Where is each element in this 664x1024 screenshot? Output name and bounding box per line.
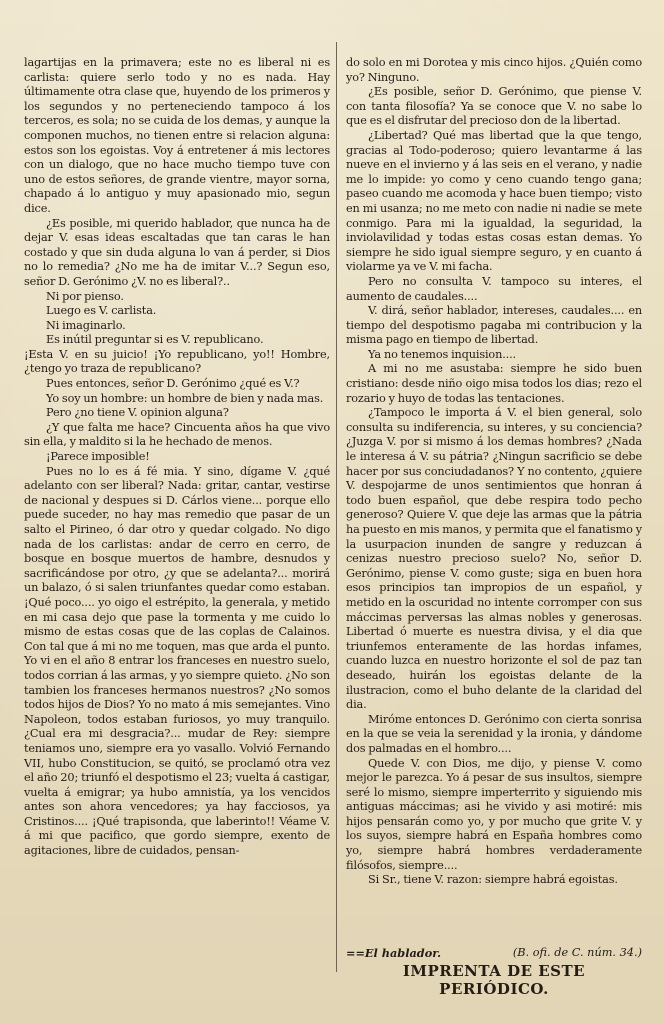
paragraph: ¿Tampoco le importa á V. el bien general, solo consulta su indiferencia, su interes, y su conciencia? ¿Juzga V. por si mismo á los demas hombres? ¿Nada le interesa á V. su pátria? ¿Ningun sacrificio se debe hacer por sus conciudadanos? Y no contento, ¿quiere V. despojarme de unos sentimientos que honran á todo buen español, que debe respira todo pecho generoso? Quiere V. que deje las armas que la pátria ha puesto en mis manos, y permita que el fanatismo y la usurpacion inunden de sangre y reduzcan á cenizas nuestro precioso suelo? No, señor D. Gerónimo, piense V. como guste; siga en buen hora esos principios tan impropios de un español, y metido en la oscuridad no intente corromper con sus máccimas perversas las almas nobles y generosas. Libertad ó muerte es nuestra divisa, y el dia que triunfemos enteramente de las hordas infames, cuando luzca en nuestro horizonte el sol de paz tan deseado, huirán los egoistas delante de la ilustracion, como el buho delante de la claridad del dia. [346,406,643,712]
paragraph: Yo soy un hombre: un hombre de bien y nada mas. [46,391,324,405]
paragraph: do solo en mi Dorotea y mis cinco hijos. ¿Quién como yo? Ninguno. [346,56,642,84]
paragraph: Si Sr., tiene V. razon: siempre habrá egoistas. [368,873,618,887]
column-divider [336,42,337,972]
paragraph: Es inútil preguntar si es V. republicano. [46,333,264,347]
paragraph: ¿Es posible, mi querido hablador, que nunca ha de dejar V. esas ideas escaltadas que tan caras le han costado y que sin duda alguna lo van á perder, si Dios no lo remedia? ¿No me ha de imitar V...? Segun eso, señor D. Gerónimo ¿V. no es liberal?.. [24,216,330,288]
right-column [346,56,642,888]
paragraph: Ni imaginarlo. [46,318,126,332]
author-signature: ==El hablador. [346,946,442,960]
paragraph: ¿Libertad? Qué mas libertad que la que tengo, gracias al Todo-poderoso; quiero levantarme á las nueve en el invierno y á las seis en el verano, y nadie me lo impide: yo como y ceno cuando tengo gana; paseo cuando me acomoda y hace buen tiempo; visto en mi usanza; no me meto con nadie ni nadie se mete conmigo. Para mi la igualdad, la seguridad, la inviolavilidad y todas estas cosas estan demas. Yo siempre he sido igual siempre seguro, y en cuanto á violarme ya ve V. mi facha. [346,128,642,274]
paragraph: Ya no tenemos inquision.... [368,347,516,361]
imprint-line: IMPRENTA DE ESTE PERIÓDICO. [402,962,586,998]
paragraph: Quede V. con Dios, me dijo, y piense V. como mejor le parezca. Yo á pesar de sus insultos, siempre seré lo mismo, siempre imperterrito y siguiendo mis antiguas máccimas; asi he vivido y asi motiré: mis hijos pensarán como yo, y por mucho que grite V. y los suyos, siempre habrá en España hombres como yo, siempre habrá hombres verdaderamente filósofos, siempre.... [346,756,642,872]
paragraph: Ni por pienso. [46,289,124,303]
paragraph: lagartijas en la primavera; este no es liberal ni es carlista: quiere serlo todo y no es nada. Hay últimamente otra clase que, huyendo de los primeros y los segundos y no perteneciendo tampoco á los terceros, es sola; no se cuida de los demas, y aunque la componen muchos, no tienen entre si relacion alguna: estos son los egoistas. Voy á entretener á mis lectores con un dialogo, que no hace mucho tiempo tuve con uno de estos señores, de grande vientre, mayor sorna, chapado á lo antiguo y muy apasionado mio, segun dice. [24,56,330,215]
left-column [24,56,330,859]
paragraph: ¿Es posible, señor D. Gerónimo, que piense V. con tanta filosofía? Ya se conoce que V. no sabe lo que es el disfrutar del precioso don de la libertad. [346,85,642,128]
paragraph: Pero no consulta V. tampoco su interes, el aumento de caudales.... [346,274,642,303]
paragraph: Luego es V. carlista. [46,304,157,318]
signature-line [346,946,642,960]
paragraph: ¡Parece imposible! [46,450,150,464]
paragraph: Pues entonces, señor D. Gerónimo ¿qué es V.? [46,377,300,391]
paragraph: Pues no lo es á fé mia. Y sino, dígame V. ¿qué adelanto con ser liberal? Nada: gritar, cantar, vestirse de nacional y despues si D. Cárlos viene... porque ello puede suceder, no hay mas remedio que pasar de un salto el Pirineo, ó dar otro y quedar colgado. No digo nada de los carlistas: andar de cerro en cerro, de bosque en bosque muertos de hambre, desnudos y sacrificándose por otro, ¿y que se adelanta?... morirá un balazo, ó si salen triunfantes quedar como estaban. ¡Qué poco.... yo oigo el estrépito, la generala, y metido en mi casa dejo que pase la tormenta y me cuido lo mismo de estas cosas que de las coplas de Calainos. Con tal que á mi no me toquen, mas que arda el punto. Yo vi en el año 8 entrar los franceses en nuestro suelo, todos corrian á las armas, y yo siempre quieto. ¿No son tambien los franceses hermanos nuestros? ¿No somos todos hijos de Dios? Yo no mato á mis semejantes. Vino Napoleon, todos estaban furiosos, yo muy tranquilo. ¿Cual era mi desgracia?... mudar de Rey: siempre teniamos uno, siempre era yo vasallo. Volvió Fernando VII, hubo Constitucion, se quitó, se proclamó otra vez el año 20; triunfó el despotismo el 23; vuelta á castigar, vuelta á emigrar; ya hubo amnistía, ya los vencidos antes son ahora vencedores; ya hay facciosos, ya Cristinos.... ¡Qué trapisonda, que laberinto!! Véame V. á mi que pacifico, que gordo siempre, exento de agitaciones, libre de cuidados, pensan- [24,464,330,858]
paragraph: A mi no me asustaba: siempre he sido buen cristiano: desde niño oigo misa todos los dias; rezo el rozario y huyo de todas las tentaciones. [346,362,642,405]
paragraph: V. dirá, señor hablador, intereses, caudales.... en tiempo del despotismo pagaba mi contribucion y la misma pago en tiempo de libertad. [346,304,642,347]
paragraph: ¿Y que falta me hace? Cincuenta años ha que vivo sin ella, y maldito si la he hechado de menos. [24,420,330,449]
paragraph: Pero ¿no tiene V. opinion alguna? [46,406,229,420]
paragraph: Miróme entonces D. Gerónimo con cierta sonrisa en la que se veia la serenidad y la ironia, y dándome dos palmadas en el hombro.... [346,712,642,755]
paragraph: ¡Esta V. en su juicio! ¡Yo republicano, yo!! Hombre, ¿tengo yo traza de republicano? [24,347,330,376]
source-reference: (B. ofi. de C. núm. 34.) [512,946,642,959]
